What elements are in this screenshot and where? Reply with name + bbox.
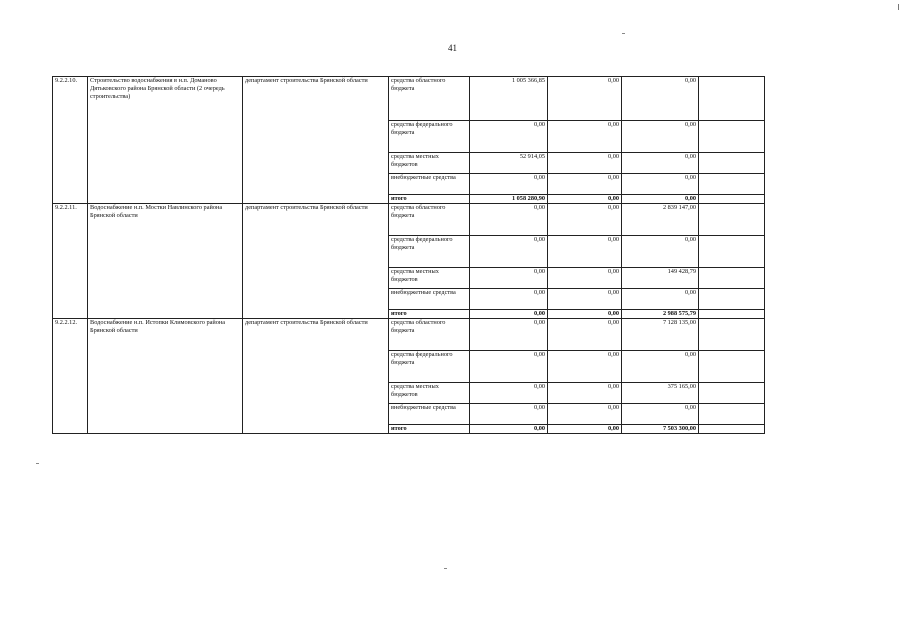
amount-year-1: 0,00 <box>470 383 548 404</box>
amount-year-3: 0,00 <box>622 404 699 425</box>
extra-cell <box>699 383 765 404</box>
funding-source: средства местных бюджетов <box>389 383 470 404</box>
scan-edge-mark <box>898 4 899 10</box>
amount-year-2: 0,00 <box>548 153 622 174</box>
scan-speck <box>444 568 447 569</box>
amount-year-2: 0,00 <box>548 195 622 204</box>
funding-source: внебюджетные средства <box>389 404 470 425</box>
executor: департамент строительства Брянской области <box>243 204 389 319</box>
funding-source: итого <box>389 425 470 434</box>
extra-cell <box>699 404 765 425</box>
amount-year-3: 0,00 <box>622 351 699 383</box>
extra-cell <box>699 425 765 434</box>
extra-cell <box>699 153 765 174</box>
funding-table <box>52 76 765 434</box>
amount-year-2: 0,00 <box>548 383 622 404</box>
item-code: 9.2.2.10. <box>53 77 88 204</box>
amount-year-1: 1 005 366,85 <box>470 77 548 121</box>
amount-year-3: 375 165,00 <box>622 383 699 404</box>
amount-year-1: 0,00 <box>470 425 548 434</box>
amount-year-1: 0,00 <box>470 404 548 425</box>
item-name: Водоснабжение н.п. Истопки Климовского района Брянской области <box>88 319 243 434</box>
table-row <box>53 319 765 351</box>
amount-year-2: 0,00 <box>548 268 622 289</box>
amount-year-1: 0,00 <box>470 236 548 268</box>
amount-year-1: 0,00 <box>470 319 548 351</box>
amount-year-3: 0,00 <box>622 195 699 204</box>
amount-year-3: 0,00 <box>622 121 699 153</box>
amount-year-3: 149 428,79 <box>622 268 699 289</box>
amount-year-2: 0,00 <box>548 236 622 268</box>
extra-cell <box>699 268 765 289</box>
funding-source: средства областного бюджета <box>389 204 470 236</box>
executor: департамент строительства Брянской области <box>243 77 389 204</box>
extra-cell <box>699 195 765 204</box>
extra-cell <box>699 204 765 236</box>
extra-cell <box>699 351 765 383</box>
amount-year-3: 0,00 <box>622 174 699 195</box>
scan-speck <box>36 463 39 464</box>
amount-year-3: 7 503 300,00 <box>622 425 699 434</box>
table-row <box>53 77 765 121</box>
amount-year-2: 0,00 <box>548 77 622 121</box>
extra-cell <box>699 236 765 268</box>
table-body <box>53 77 765 434</box>
amount-year-2: 0,00 <box>548 204 622 236</box>
amount-year-3: 7 128 135,00 <box>622 319 699 351</box>
item-code: 9.2.2.11. <box>53 204 88 319</box>
amount-year-1: 1 058 280,90 <box>470 195 548 204</box>
amount-year-1: 0,00 <box>470 351 548 383</box>
funding-source: средства федерального бюджета <box>389 351 470 383</box>
amount-year-1: 52 914,05 <box>470 153 548 174</box>
item-code: 9.2.2.12. <box>53 319 88 434</box>
funding-source: внебюджетные средства <box>389 289 470 310</box>
amount-year-2: 0,00 <box>548 319 622 351</box>
amount-year-3: 0,00 <box>622 153 699 174</box>
amount-year-1: 0,00 <box>470 204 548 236</box>
extra-cell <box>699 319 765 351</box>
amount-year-2: 0,00 <box>548 310 622 319</box>
amount-year-1: 0,00 <box>470 121 548 153</box>
amount-year-2: 0,00 <box>548 351 622 383</box>
extra-cell <box>699 289 765 310</box>
amount-year-3: 2 839 147,00 <box>622 204 699 236</box>
amount-year-1: 0,00 <box>470 268 548 289</box>
amount-year-3: 0,00 <box>622 236 699 268</box>
item-name: Водоснабжение н.п. Мостки Навлинского района Брянской области <box>88 204 243 319</box>
funding-source: итого <box>389 310 470 319</box>
amount-year-1: 0,00 <box>470 310 548 319</box>
amount-year-2: 0,00 <box>548 174 622 195</box>
extra-cell <box>699 310 765 319</box>
funding-source: средства федерального бюджета <box>389 121 470 153</box>
extra-cell <box>699 174 765 195</box>
amount-year-3: 2 988 575,79 <box>622 310 699 319</box>
funding-source: внебюджетные средства <box>389 174 470 195</box>
amount-year-3: 0,00 <box>622 77 699 121</box>
amount-year-1: 0,00 <box>470 174 548 195</box>
amount-year-2: 0,00 <box>548 121 622 153</box>
extra-cell <box>699 121 765 153</box>
amount-year-2: 0,00 <box>548 289 622 310</box>
amount-year-2: 0,00 <box>548 404 622 425</box>
executor: департамент строительства Брянской области <box>243 319 389 434</box>
funding-source: итого <box>389 195 470 204</box>
amount-year-2: 0,00 <box>548 425 622 434</box>
funding-source: средства местных бюджетов <box>389 153 470 174</box>
amount-year-3: 0,00 <box>622 289 699 310</box>
funding-source: средства местных бюджетов <box>389 268 470 289</box>
scan-speck <box>622 33 625 34</box>
table-row <box>53 204 765 236</box>
extra-cell <box>699 77 765 121</box>
item-name: Строительство водоснабжения в н.п. Доманово Дятьковского района Брянской области (2 очередь строительства) <box>88 77 243 204</box>
funding-source: средства областного бюджета <box>389 319 470 351</box>
funding-source: средства федерального бюджета <box>389 236 470 268</box>
funding-source: средства областного бюджета <box>389 77 470 121</box>
page-number: 41 <box>448 43 457 53</box>
amount-year-1: 0,00 <box>470 289 548 310</box>
